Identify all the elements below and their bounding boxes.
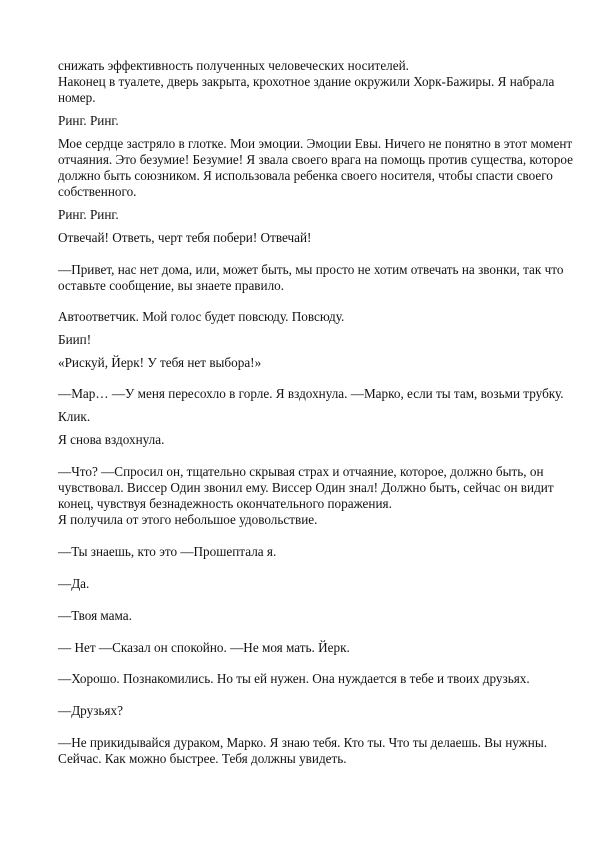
text-line: —Друзьях?	[58, 703, 123, 718]
text-line: —Привет, нас нет дома, или, может быть, мы просто не хотим отвечать на звонки, так что	[58, 262, 564, 277]
text-line: —Что? —Спросил он, тщательно скрывая страх и отчаяние, которое, должно быть, он	[58, 464, 544, 479]
text-line: —Твоя мама.	[58, 608, 132, 623]
text-line: Я снова вздохнула.	[58, 432, 165, 447]
text-line: отчаяния. Это безумие! Безумие! Я звала своего врага на помощь против существа, которое	[58, 152, 573, 167]
text-line: собственного.	[58, 184, 137, 199]
text-line: чувствовал. Виссер Один звонил ему. Виссер Один знал! Должно быть, сейчас он видит	[58, 480, 554, 495]
text-line: —Хорошо. Познакомились. Но ты ей нужен. Она нуждается в тебе и твоих друзьях.	[58, 671, 530, 686]
text-line: —Да.	[58, 576, 90, 591]
text-line: Автоответчик. Мой голос будет повсюду. Повсюду.	[58, 309, 345, 324]
text-line: конец, чувствуя безнадежность окончательного поражения.	[58, 496, 392, 511]
text-line: «Рискуй, Йерк! У тебя нет выбора!»	[58, 355, 262, 370]
text-line: — Нет —Сказал он спокойно. —Не моя мать. Йерк.	[58, 640, 350, 655]
text-line: Я получила от этого небольшое удовольствие.	[58, 512, 318, 527]
text-line: номер.	[58, 90, 96, 105]
text-line: снижать эффективность полученных человеческих носителей.	[58, 58, 409, 73]
text-line: Мое сердце застряло в глотке. Мои эмоции. Эмоции Евы. Ничего не понятно в этот момент	[58, 136, 573, 151]
text-line: —Не прикидывайся дураком, Марко. Я знаю тебя. Кто ты. Что ты делаешь. Вы нужны.	[58, 735, 547, 750]
text-line: оставьте сообщение, вы знаете правило.	[58, 278, 285, 293]
text-line: Наконец в туалете, дверь закрыта, крохотное здание окружили Хорк-Бажиры. Я набрала	[58, 74, 555, 89]
text-line: Сейчас. Как можно быстрее. Тебя должны увидеть.	[58, 751, 347, 766]
text-line: Ринг. Ринг.	[58, 113, 119, 128]
text-line: Биип!	[58, 332, 92, 347]
text-line: Ринг. Ринг.	[58, 207, 119, 222]
text-line: —Мар… —У меня пересохло в горле. Я вздохнула. —Марко, если ты там, возьми трубку.	[58, 386, 564, 401]
text-line: Отвечай! Ответь, черт тебя побери! Отвечай!	[58, 230, 312, 245]
text-line: Клик.	[58, 409, 91, 424]
text-line: —Ты знаешь, кто это —Прошептала я.	[58, 544, 277, 559]
text-line: должно быть союзником. Я использовала ребенка своего носителя, чтобы спасти своего	[58, 168, 553, 183]
